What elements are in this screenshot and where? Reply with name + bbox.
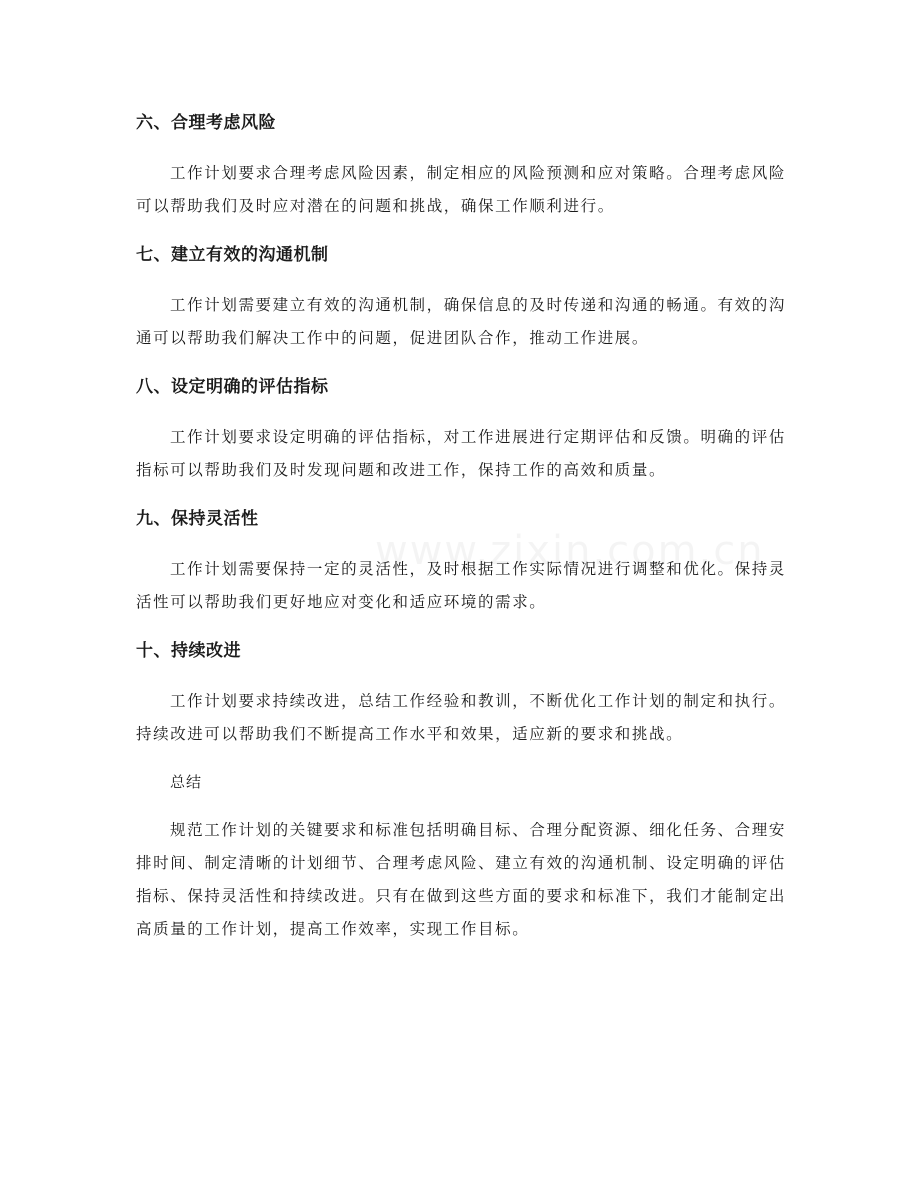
section-body-6: 工作计划要求合理考虑风险因素，制定相应的风险预测和应对策略。合理考虑风险可以帮助我们及时应对潜在的问题和挑战，确保工作顺利进行。	[136, 164, 786, 215]
section-body-8: 工作计划要求设定明确的评估指标，对工作进展进行定期评估和反馈。明确的评估指标可以帮助我们及时发现问题和改进工作，保持工作的高效和质量。	[136, 428, 786, 479]
section-heading-7: 七、建立有效的沟通机制	[136, 245, 329, 265]
summary-label: 总结	[170, 773, 203, 791]
document-content	[136, 106, 786, 961]
section-heading-10: 十、持续改进	[136, 641, 241, 661]
section-heading-6: 六、合理考虑风险	[136, 113, 276, 133]
section-heading-8: 八、设定明确的评估指标	[136, 377, 329, 397]
section-body-7: 工作计划需要建立有效的沟通机制，确保信息的及时传递和沟通的畅通。有效的沟通可以帮助我们解决工作中的问题，促进团队合作，推动工作进展。	[136, 296, 786, 347]
section-body-10: 工作计划要求持续改进，总结工作经验和教训，不断优化工作计划的制定和执行。持续改进可以帮助我们不断提高工作水平和效果，适应新的要求和挑战。	[136, 692, 786, 743]
section-body-9: 工作计划需要保持一定的灵活性，及时根据工作实际情况进行调整和优化。保持灵活性可以帮助我们更好地应对变化和适应环境的需求。	[136, 560, 786, 611]
section-heading-9: 九、保持灵活性	[136, 509, 259, 529]
summary-body: 规范工作计划的关键要求和标准包括明确目标、合理分配资源、细化任务、合理安排时间、制定清晰的计划细节、合理考虑风险、建立有效的沟通机制、设定明确的评估指标、保持灵活性和持续改进。只有在做到这些方面的要求和标准下，我们才能制定出高质量的工作计划，提高工作效率，实现工作目标。	[136, 821, 786, 938]
